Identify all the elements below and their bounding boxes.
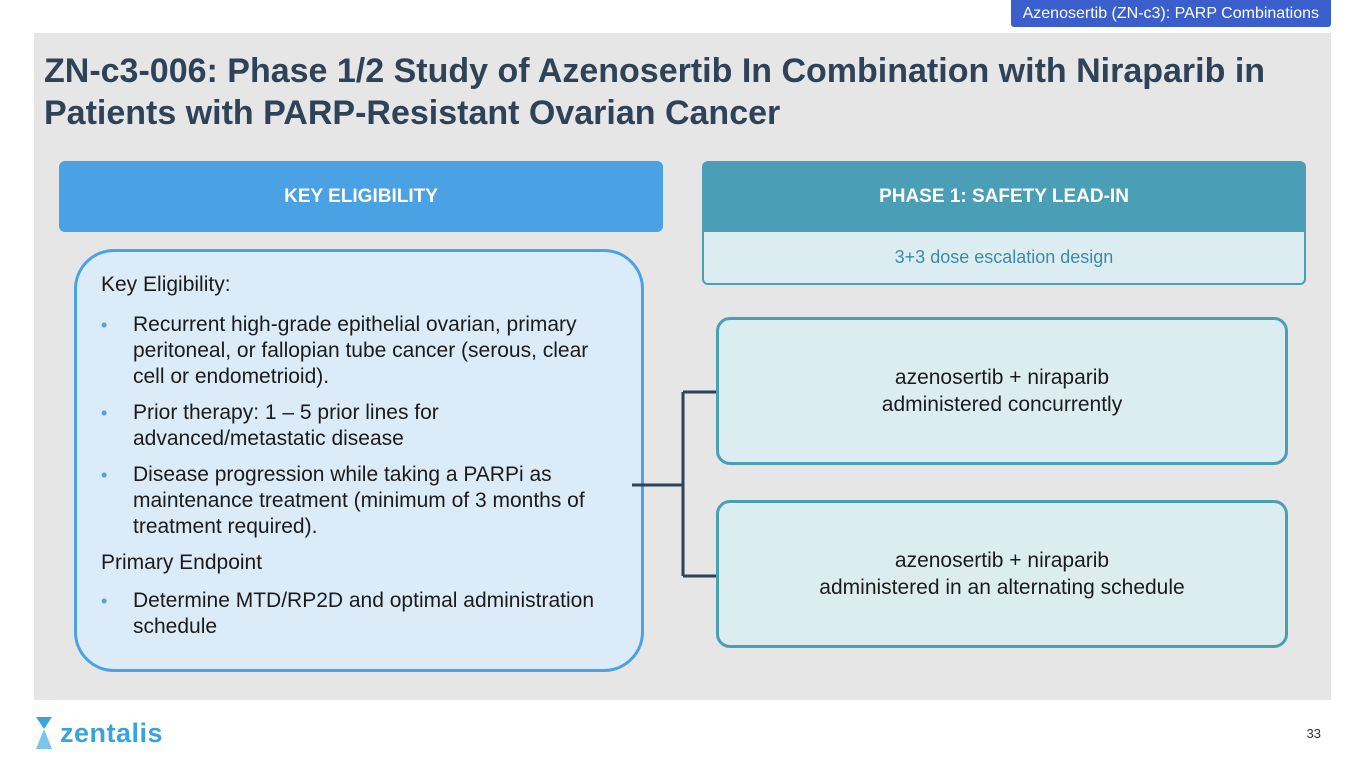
bullet-text: Disease progression while taking a PARPi as maintenance treatment (minimum of 3 months of treatment required). [133, 463, 585, 538]
arm-line2: administered in an alternating schedule [819, 576, 1185, 599]
page-number: 33 [1306, 726, 1321, 741]
logo-text: zentalis [60, 717, 164, 748]
phase1-subheader: 3+3 dose escalation design [702, 232, 1306, 285]
eligibility-box [74, 249, 644, 672]
phase1-header: PHASE 1: SAFETY LEAD-IN [702, 161, 1306, 232]
bullet-text: Determine MTD/RP2D and optimal administration schedule [133, 589, 595, 638]
list-item [101, 588, 621, 640]
zentalis-logo [34, 715, 163, 751]
list-item [101, 312, 621, 390]
list-item [101, 462, 621, 540]
bullet-icon: • [101, 315, 108, 335]
bullet-text: Prior therapy: 1 – 5 prior lines for advanced/metastatic disease [133, 401, 439, 450]
phase1-header-group [702, 161, 1306, 287]
arm-concurrent [716, 317, 1288, 465]
list-item [101, 400, 621, 452]
arm-alternating [716, 500, 1288, 648]
bullet-icon: • [101, 465, 108, 485]
endpoint-list [101, 588, 621, 640]
arm-line1: azenosertib + niraparib [894, 549, 1110, 572]
bullet-icon: • [101, 591, 108, 611]
eligibility-list [101, 312, 621, 540]
slide-title: ZN-c3-006: Phase 1/2 Study of Azenosertib In Combination with Niraparib in Patients with PARP-Resistant Ovarian Cancer [44, 52, 1266, 132]
section-tag: Azenosertib (ZN-c3): PARP Combinations [1011, 0, 1331, 27]
key-eligibility-header: KEY ELIGIBILITY [59, 161, 663, 232]
bullet-text: Recurrent high-grade epithelial ovarian, primary peritoneal, or fallopian tube cancer (serous, clear cell or endometrioid). [133, 313, 589, 388]
eligibility-heading: Key Eligibility: [101, 273, 231, 296]
logo-mark-icon [34, 715, 54, 751]
bullet-icon: • [101, 403, 108, 423]
arm-line2: administered concurrently [881, 393, 1123, 416]
arm-line1: azenosertib + niraparib [894, 366, 1110, 389]
endpoint-heading: Primary Endpoint [101, 551, 263, 574]
